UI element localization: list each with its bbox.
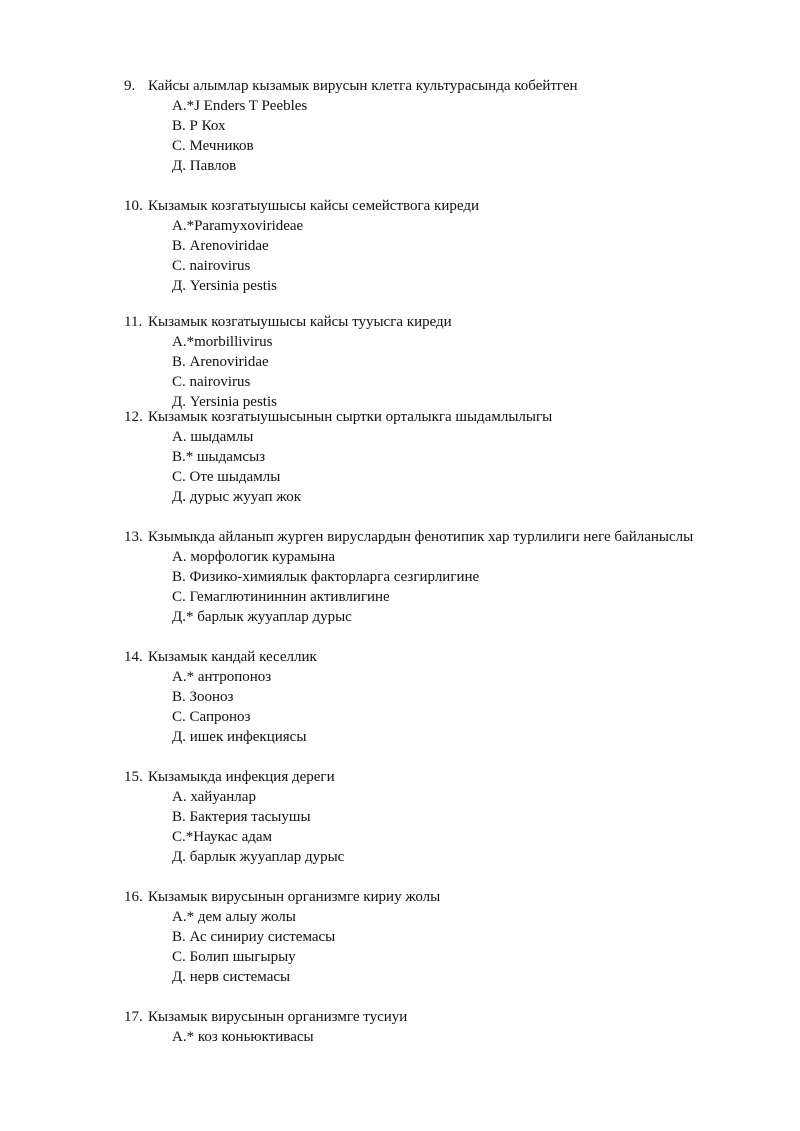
option-d: Д. Yersinia pestis (172, 278, 277, 294)
question-text: Кызамык козгатыушысынын сыртки орталыкга шыдамлылыгы (148, 409, 553, 425)
option-c: С. Оте шыдамлы (172, 469, 281, 485)
question-text: Кайсы алымлар кызамык вирусын клетга культурасында кобейтген (148, 78, 578, 94)
option-b: В. Р Кох (172, 118, 226, 134)
question-number: 9. (124, 78, 136, 94)
option-c: С. Сапроноз (172, 709, 251, 725)
question-10 (124, 196, 784, 296)
question-text: Кызамыкда инфекция дереги (148, 769, 335, 785)
option-b: В.* шыдамсыз (172, 449, 266, 465)
question-number: 10. (124, 198, 143, 214)
question-text: Кызамык козгатыушысы кайсы тууысга киреди (148, 314, 452, 330)
question-number: 11. (124, 314, 143, 330)
option-b: В. Физико-химиялык факторларга сезгирлигине (172, 569, 480, 585)
option-c: С. Мечников (172, 138, 254, 154)
question-line (124, 527, 784, 547)
option-b: В. Ас синириу системасы (172, 929, 336, 945)
option-d: Д. дурыс жууап жок (172, 489, 302, 505)
option-a: А. шыдамлы (172, 429, 254, 445)
option-b: В. Arenoviridae (172, 354, 269, 370)
option-c: С.*Наукас адам (172, 829, 273, 845)
question-11 (124, 312, 784, 412)
question-number: 15. (124, 769, 143, 785)
question-14 (124, 647, 784, 747)
question-number: 13. (124, 529, 143, 545)
option-d: Д. нерв системасы (172, 969, 291, 985)
option-c: С. nairovirus (172, 258, 251, 274)
option-d: Д. Павлов (172, 158, 237, 174)
question-text: Кызамык вирусынын организмге тусиуи (148, 1009, 408, 1025)
option-b: В. Зооноз (172, 689, 234, 705)
question-line (124, 312, 784, 332)
question-17 (124, 1007, 784, 1047)
question-15 (124, 767, 784, 867)
question-13 (124, 527, 784, 627)
question-number: 16. (124, 889, 143, 905)
option-d: Д.* барлык жууаплар дурыс (172, 609, 352, 625)
option-a: А.*morbillivirus (172, 334, 273, 350)
option-d: Д. ишек инфекциясы (172, 729, 307, 745)
question-9 (124, 76, 784, 176)
option-d: Д. Yersinia pestis (172, 394, 277, 410)
option-d: Д. барлык жууаплар дурыс (172, 849, 345, 865)
option-c: С. Гемаглютининнин активлигине (172, 589, 390, 605)
question-line (124, 196, 784, 216)
option-a: А. морфологик курамына (172, 549, 336, 565)
question-text: Кызамык вирусынын организмге кириу жолы (148, 889, 441, 905)
question-line (124, 1007, 784, 1027)
question-line (124, 407, 784, 427)
question-line (124, 76, 784, 96)
question-line (124, 887, 784, 907)
question-number: 14. (124, 649, 143, 665)
question-16 (124, 887, 784, 987)
question-number: 17. (124, 1009, 143, 1025)
option-a: А.* дем алыу жолы (172, 909, 296, 925)
question-number: 12. (124, 409, 143, 425)
option-a: А.* коз коньюктивасы (172, 1029, 314, 1045)
question-text: Кызамык кандай кеселлик (148, 649, 317, 665)
option-b: В. Бактерия тасыушы (172, 809, 311, 825)
option-c: С. Болип шыгырыу (172, 949, 296, 965)
question-line (124, 767, 784, 787)
option-b: В. Arenoviridae (172, 238, 269, 254)
question-line (124, 647, 784, 667)
option-a: А.*Paramyxovirideae (172, 218, 304, 234)
question-text: Кызамык козгатыушысы кайсы семейcтвога киреди (148, 198, 479, 214)
option-c: С. nairovirus (172, 374, 251, 390)
question-12 (124, 407, 784, 507)
option-a: А.*J Enders T Peebles (172, 98, 308, 114)
option-a: А.* антропоноз (172, 669, 272, 685)
question-text: Кзымыкда айланып журген вируслардын фенотипик хар турлилиги неге байланыслы (148, 529, 694, 545)
option-a: А. хайуанлар (172, 789, 256, 805)
